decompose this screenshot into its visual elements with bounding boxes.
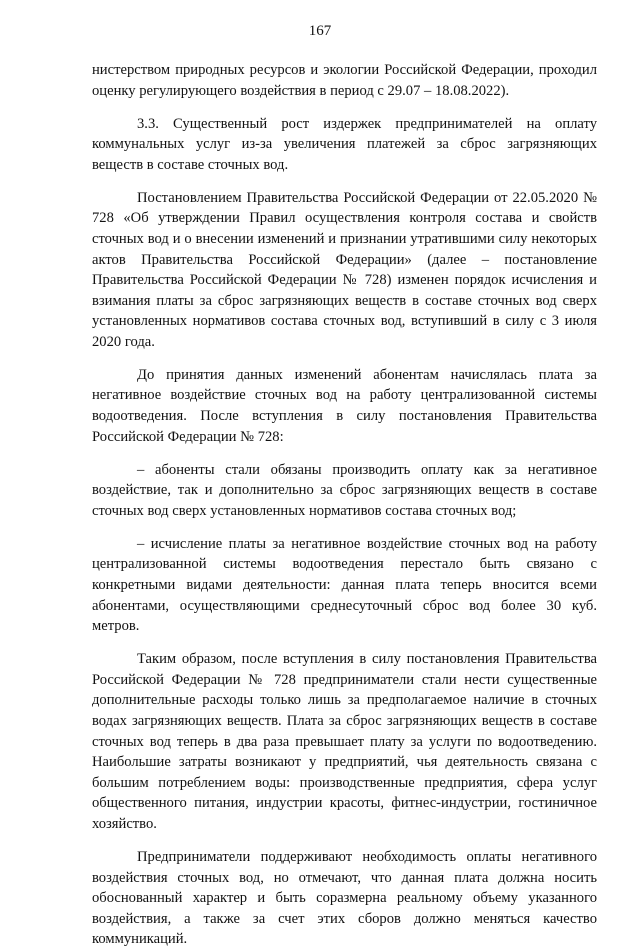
page-number: 167 bbox=[308, 23, 332, 39]
list-item-fee-calculation: – исчисление платы за негативное воздействие сточных вод на работу централизованной системы водоотведения перестало быть связано с конкретными видами деятельности: данная плата теперь вносится всеми абонентами, осуществляющими среднесуточный сброс вод более 30 куб. метров. bbox=[92, 535, 597, 635]
paragraph-section-3-3: 3.3. Существенный рост издержек предпринимателей на оплату коммунальных услуг из-за увеличения платежей за сброс загрязняющих веществ в составе сточных вод. bbox=[92, 115, 597, 173]
document-body bbox=[92, 60, 597, 950]
paragraph-continuation: нистерством природных ресурсов и экологии Российской Федерации, проходил оценку регулирующего воздействия в период с 29.07 – 18.08.2022). bbox=[92, 62, 597, 99]
paragraph-consequences: Таким образом, после вступления в силу постановления Правительства Российской Федерации № 728 предприниматели стали нести существенные дополнительные расходы только лишь за предполагаемое наличие в сточных водах загрязняющих веществ. Плата за сброс загрязняющих веществ в составе сточных вод теперь в два раза превышает плату за услуги по водоотведению. Наибольшие затраты возникают у предприятий, чья деятельность связана с большим потреблением воды: производственные предприятия, сфера услуг общественного питания, индустрии красоты, фитнес-индустрии, гостиничное хозяйство. bbox=[92, 651, 597, 832]
list-item-subscribers-obliged: – абоненты стали обязаны производить оплату как за негативное воздействие, так и дополнительно за сброс загрязняющих веществ в составе сточных вод сверх установленных нормативов состава сточных вод; bbox=[92, 461, 597, 519]
paragraph-before-changes: До принятия данных изменений абонентам начислялась плата за негативное воздействие сточных вод на работу централизованной системы водоотведения. После вступления в силу постановления Правительства Российской Федерации № 728: bbox=[92, 366, 597, 445]
paragraph-entrepreneurs-position: Предприниматели поддерживают необходимость оплаты негативного воздействия сточных вод, но отмечают, что данная плата должна носить обоснованный характер и быть соразмерна реальному объему указанного воздействия, а также за счет этих сборов должно меняться качество коммуникаций. bbox=[92, 848, 597, 948]
paragraph-decree-728: Постановлением Правительства Российской Федерации от 22.05.2020 № 728 «Об утверждении Правил осуществления контроля состава и свойств сточных вод и о внесении изменений и признании утратившими силу некоторых актов Правительства Российской Федерации» (далее – постановление Правительства Российской Федерации № 728) изменен порядок исчисления и взимания платы за сброс загрязняющих веществ в составе сточных вод сверх установленных нормативов состава сточных вод, вступивший в силу с 3 июля 2020 года. bbox=[92, 189, 597, 350]
